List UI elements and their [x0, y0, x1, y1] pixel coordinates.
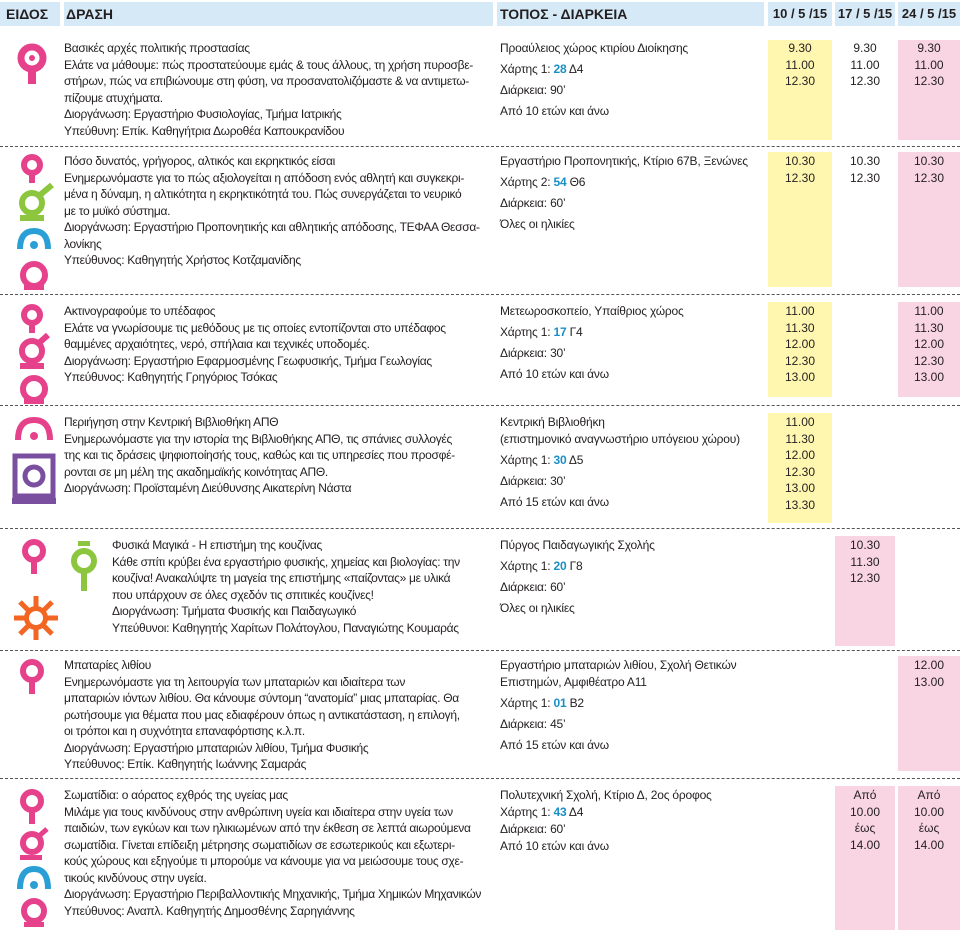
time-slot: 11.00	[785, 415, 815, 429]
header-location: ΤΟΠΟΣ - ΔΙΑΡΚΕΙΑ	[497, 2, 764, 26]
map-number: 43	[553, 805, 567, 819]
time-slot: 10.30	[849, 538, 881, 552]
time-slot: 11.30	[785, 320, 815, 335]
time-slot: 13.00	[913, 674, 945, 689]
activity-icons	[0, 787, 60, 929]
time-slot: 9.30	[853, 41, 877, 55]
activity-title: Βασικές αρχές πολιτικής προστασίας	[64, 41, 250, 55]
header-type: ΕΙΔΟΣ	[0, 2, 60, 26]
pink-magnifier-icon	[14, 827, 54, 863]
map-number: 20	[553, 559, 567, 573]
activity-text	[64, 303, 496, 386]
activity-responsible: Υπεύθυνος: Αναπλ. Καθηγητής Δημοσθένης Σαρηγιάννης	[64, 903, 355, 918]
activity-description: στήρων, πώς να επιβιώνουμε στη φύση, να προσανατολιζόμαστε & να αντιμετω-	[64, 74, 469, 88]
time-slot: 12.00	[784, 448, 816, 462]
time-slot: 10.30	[784, 154, 816, 168]
time-slot: 12.30	[849, 571, 881, 585]
times-date-2	[835, 40, 895, 90]
activity-icons	[0, 303, 60, 405]
time-slot: 13.00	[784, 481, 816, 495]
activity-text	[64, 787, 496, 919]
activity-location	[500, 787, 765, 855]
audience: Από 15 ετών και άνω	[500, 738, 609, 752]
row-separator	[0, 405, 960, 406]
time-slot: 14.00	[849, 837, 881, 852]
time-slot: 13.00	[784, 370, 816, 384]
activity-description: σωματίδια. Γίνεται επίδειξη μέτρησης σωματιδίων σε εσωτερικούς και εξωτερι-	[64, 837, 455, 852]
activity-description: μπαταριών ιόντων λιθίου. Θα κάνουμε σύντομη “ανατομία” μιας μπαταρίας. Θα	[64, 691, 459, 705]
activity-responsible: Υπεύθυνη: Επίκ. Καθηγήτρια Δωροθέα Καπουκρανίδου	[64, 123, 345, 138]
activity-description: της και τις δράσεις ψηφιοποίησής τους, καθώς και τις υπηρεσίες που προσφέ-	[64, 448, 455, 462]
activity-description: ρωτήσουμε για θέματα που μας εδιαφέρουν όπως η αντικατάσταση, η επιλογή,	[64, 707, 460, 722]
activity-title: Περιήγηση στην Κεντρική Βιβλιοθήκη ΑΠΘ	[64, 415, 279, 429]
map-number: 01	[553, 696, 567, 710]
time-slot: 11.00	[914, 304, 944, 318]
activity-text	[112, 537, 497, 636]
location-name: Κεντρική Βιβλιοθήκη	[500, 415, 605, 429]
map-number: 30	[553, 453, 567, 467]
time-slot: 11.30	[850, 554, 880, 569]
time-slot: 14.00	[913, 837, 945, 852]
time-slot: έως	[854, 821, 876, 835]
times-date-2	[835, 153, 895, 186]
times-date-3	[898, 40, 960, 90]
activity-organizer: Διοργάνωση: Εργαστήριο μπαταριών λιθίου, Τμήμα Φυσικής	[64, 740, 369, 755]
green-magnifier-icon	[14, 183, 64, 225]
location-name: Επιστημών, Αμφιθέατρο Α11	[500, 675, 647, 689]
pink-magnifier-icon	[14, 333, 58, 373]
map-reference: Χάρτης 2: 54 Θ6	[500, 175, 586, 189]
map-number: 28	[553, 62, 567, 76]
blue-brain-icon	[14, 863, 54, 897]
map-number: 17	[553, 325, 567, 339]
times-date-1	[768, 303, 832, 386]
audience: Από 10 ετών και άνω	[500, 367, 609, 381]
time-slot: 12.00	[913, 658, 945, 672]
location-name: Πολυτεχνική Σχολή, Κτίριο Δ, 2ος όροφος	[500, 788, 712, 802]
activity-location	[500, 537, 765, 617]
times-date-3	[898, 153, 960, 186]
time-slot: 11.00	[914, 57, 944, 72]
pink-key-icon	[16, 537, 56, 577]
activity-description: Μιλάμε για τους κινδύνους στην ανθρώπινη υγεία και ιδιαίτερα στην υγεία των	[64, 804, 453, 819]
times-date-3	[898, 657, 960, 690]
pink-screen-icon	[14, 897, 54, 929]
activity-title: Σωματίδια: ο αόρατος εχθρός της υγείας μας	[64, 788, 288, 802]
activity-location	[500, 657, 765, 754]
duration: Διάρκεια: 60’	[500, 196, 566, 210]
duration: Διάρκεια: 60’	[500, 580, 566, 594]
activity-text	[64, 40, 496, 139]
times-date-3	[898, 787, 960, 853]
duration: Διάρκεια: 90’	[500, 83, 566, 97]
activity-description: παιδιών, των εγκύων και των ηλικιωμένων από την έκθεση σε λεπτά αιωρούμενα	[64, 821, 471, 835]
activity-description: κουζίνα! Ανακαλύψτε τη μαγεία της επιστήμης «παίζοντας» με υλικά	[112, 571, 451, 585]
time-slot: 13.30	[784, 497, 816, 512]
times-date-2	[835, 537, 895, 587]
time-slot: 10.30	[913, 154, 945, 168]
activity-icons	[0, 657, 60, 697]
purple-box-icon	[12, 450, 56, 506]
time-slot: 10.00	[849, 804, 881, 819]
row-separator	[0, 528, 960, 529]
time-slot: 12.00	[784, 337, 816, 351]
time-slot: έως	[918, 821, 940, 835]
map-reference: Χάρτης 1: 43 Δ4	[500, 805, 584, 819]
map-number: 54	[553, 175, 567, 189]
activity-description: κούς χώρους και εξηγούμε τι μπορούμε να κάνουμε για να μειώσουμε τους σχε-	[64, 854, 464, 868]
times-date-2	[835, 787, 895, 853]
header-date-2: 17 / 5 /15	[835, 2, 895, 26]
activity-description: που υπάρχουν σε όλες σχεδόν τις σπιτικές κουζίνες!	[112, 587, 374, 602]
map-reference: Χάρτης 1: 17 Γ4	[500, 325, 583, 339]
activity-location	[500, 40, 765, 120]
activity-responsible: Υπεύθυνος: Καθηγητής Γρηγόριος Τσόκας	[64, 370, 278, 384]
location-name: Μετεωροσκοπείο, Υπαίθριος χώρος	[500, 304, 684, 318]
audience: Όλες οι ηλικίες	[500, 217, 575, 231]
activity-description: Ελάτε να γνωρίσουμε τις μεθόδους με τις οποίες εντοπίζονται στο υπέδαφος	[64, 320, 446, 335]
location-name: Πύργος Παιδαγωγικής Σχολής	[500, 538, 655, 552]
activity-title: Ακτινογραφούμε το υπέδαφος	[64, 304, 216, 318]
times-date-1	[768, 40, 832, 90]
location-name: (επιστημονικό αναγνωστήριο υπόγειου χώρου)	[500, 432, 740, 446]
blue-brain-icon	[14, 225, 54, 259]
activity-description: Κάθε σπίτι κρύβει ένα εργαστήριο φυσικής, χημείας και βιολογίας: την	[112, 554, 460, 569]
times-date-1	[768, 414, 832, 513]
activity-location	[500, 153, 765, 233]
activity-icons	[0, 414, 60, 506]
activity-description: Ελάτε να μάθουμε: πώς προστατεύουμε εμάς & τους άλλους, τη χρήση πυροσβε-	[64, 57, 474, 72]
purple-screen-icon	[14, 259, 54, 291]
location-name: Εργαστήριο μπαταριών λιθίου, Σχολή Θετικών	[500, 658, 737, 672]
activity-description: οι τρόποι και η συχνότητα επαναφόρτισης κ.λ.π.	[64, 724, 305, 738]
activity-description: Ενημερωνόμαστε για το πώς αξιολογείται η απόδοση ενός αθλητή και συγκεκρι-	[64, 170, 465, 185]
time-slot: 11.30	[785, 431, 815, 446]
activity-responsible: Υπεύθυνος: Καθηγητής Χρήστος Κοτζαμανίδης	[64, 253, 301, 267]
audience: Όλες οι ηλικίες	[500, 601, 575, 615]
activity-icons	[0, 153, 60, 291]
activity-location	[500, 303, 765, 383]
activity-description: θαμμένες αρχαιότητες, νερό, σπήλαια και τεχνικές υποδομές.	[64, 337, 370, 351]
time-slot: 11.00	[850, 57, 880, 72]
pink-key-icon	[14, 303, 54, 333]
time-slot: 11.30	[914, 320, 944, 335]
activity-location	[500, 414, 765, 511]
location-name: Εργαστήριο Προπονητικής, Κτίριο 67Β, Ξενώνες	[500, 154, 748, 168]
header-date-1: 10 / 5 /15	[768, 2, 832, 26]
map-reference: Χάρτης 1: 30 Δ5	[500, 453, 584, 467]
activity-text	[64, 657, 496, 773]
duration: Διάρκεια: 60’	[500, 822, 566, 836]
time-slot: 13.00	[913, 370, 945, 384]
time-slot: 9.30	[788, 41, 812, 55]
row-separator	[0, 778, 960, 779]
time-slot: 12.00	[913, 337, 945, 351]
time-slot: 12.30	[913, 170, 945, 185]
map-reference: Χάρτης 1: 20 Γ8	[500, 559, 583, 573]
row-separator	[0, 294, 960, 295]
time-slot: 11.00	[785, 304, 815, 318]
time-slot: 12.30	[784, 74, 816, 88]
time-slot: 10.30	[849, 154, 881, 168]
times-date-1	[768, 153, 832, 186]
activity-title: Πόσο δυνατός, γρήγορος, αλτικός και εκρηκτικός είσαι	[64, 154, 336, 168]
activity-description: τικούς κινδύνους στην υγεία.	[64, 870, 207, 885]
activity-organizer: Διοργάνωση: Τμήματα Φυσικής και Παιδαγωγικό	[112, 604, 357, 618]
activity-description: πίζουμε ατυχήματα.	[64, 90, 163, 105]
map-reference: Χάρτης 1: 28 Δ4	[500, 62, 584, 76]
time-slot: Από	[853, 788, 877, 802]
time-slot: 12.30	[849, 74, 881, 88]
activity-description: Ενημερωνόμαστε για την ιστορία της Βιβλιοθήκης ΑΠΘ, τις σπάνιες συλλογές	[64, 431, 452, 446]
audience: Από 10 ετών και άνω	[500, 839, 609, 853]
time-slot: 12.30	[913, 74, 945, 88]
time-slot: 11.00	[785, 57, 815, 72]
activity-text	[64, 153, 496, 269]
time-slot: 12.30	[784, 353, 816, 368]
row-separator	[0, 650, 960, 651]
activity-organizer: Διοργάνωση: Εργαστήριο Εφαρμοσμένης Γεωφυσικής, Τμήμα Γεωλογίας	[64, 353, 432, 368]
time-slot: 10.00	[913, 804, 945, 819]
time-slot: Από	[917, 788, 941, 802]
time-slot: 12.30	[784, 464, 816, 479]
row-separator	[0, 146, 960, 147]
pink-key-icon	[14, 40, 54, 88]
pink-screen-icon	[14, 373, 54, 405]
activity-description: ρονται σε μη μέλη της ακαδημαϊκής κοινότητας ΑΠΘ.	[64, 464, 328, 479]
activity-responsible: Υπεύθυνοι: Καθηγητής Χαρίτων Πολάτογλου, Παναγιώτης Κουμαράς	[112, 620, 459, 635]
duration: Διάρκεια: 30’	[500, 346, 566, 360]
duration: Διάρκεια: 30’	[500, 474, 566, 488]
activity-responsible: Υπεύθυνος: Επίκ. Καθηγητής Ιωάννης Σαμαράς	[64, 757, 307, 771]
activity-organizer: Διοργάνωση: Προϊσταμένη Διεύθυνσης Αικατερίνη Νάστα	[64, 481, 352, 495]
location-name: Προαύλειος χώρος κτιρίου Διοίκησης	[500, 41, 689, 55]
pink-key-icon	[14, 657, 54, 697]
activity-description: μένα η δύναμη, η αλτικότητα η εκρηκτικότητά του. Πώς συνεργάζεται το νευρικό	[64, 187, 462, 201]
pink-key-icon	[14, 787, 54, 827]
activity-organizer: Διοργάνωση: Εργαστήριο Προπονητικής και αθλητικής απόδοσης, ΤΕΦΑΑ Θεσσα-	[64, 220, 480, 234]
activity-description: με το μυϊκό σύστημα.	[64, 203, 171, 218]
header-date-3: 24 / 5 /15	[898, 2, 960, 26]
times-date-3	[898, 303, 960, 386]
time-slot: 12.30	[849, 170, 881, 185]
time-slot: 12.30	[913, 353, 945, 368]
header-activity: ΔΡΑΣΗ	[64, 2, 493, 26]
audience: Από 10 ετών και άνω	[500, 104, 609, 118]
activity-description: Ενημερωνόμαστε για τη λειτουργία των μπαταριών και ιδιαίτερα των	[64, 674, 406, 689]
map-reference: Χάρτης 1: 01 Β2	[500, 696, 584, 710]
activity-title: Μπαταρίες λιθίου	[64, 658, 151, 672]
time-slot: 12.30	[784, 170, 816, 185]
activity-organizer: λονίκης	[64, 236, 102, 251]
activity-title: Φυσικά Μαγικά - Η επιστήμη της κουζίνας	[112, 538, 323, 552]
pink-brain-icon	[14, 414, 54, 450]
orange-gear-icon	[12, 593, 60, 643]
green-key-icon	[64, 539, 104, 599]
time-slot: 9.30	[917, 41, 941, 55]
activity-text	[64, 414, 496, 497]
activity-icons	[0, 40, 60, 88]
activity-organizer: Διοργάνωση: Εργαστήριο Φυσιολογίας, Τμήμα Ιατρικής	[64, 107, 342, 121]
duration: Διάρκεια: 45’	[500, 717, 566, 731]
activity-organizer: Διοργάνωση: Εργαστήριο Περιβαλλοντικής Μηχανικής, Τμήμα Χημικών Μηχανικών	[64, 887, 482, 901]
pink-key-icon	[14, 153, 54, 183]
audience: Από 15 ετών και άνω	[500, 495, 609, 509]
